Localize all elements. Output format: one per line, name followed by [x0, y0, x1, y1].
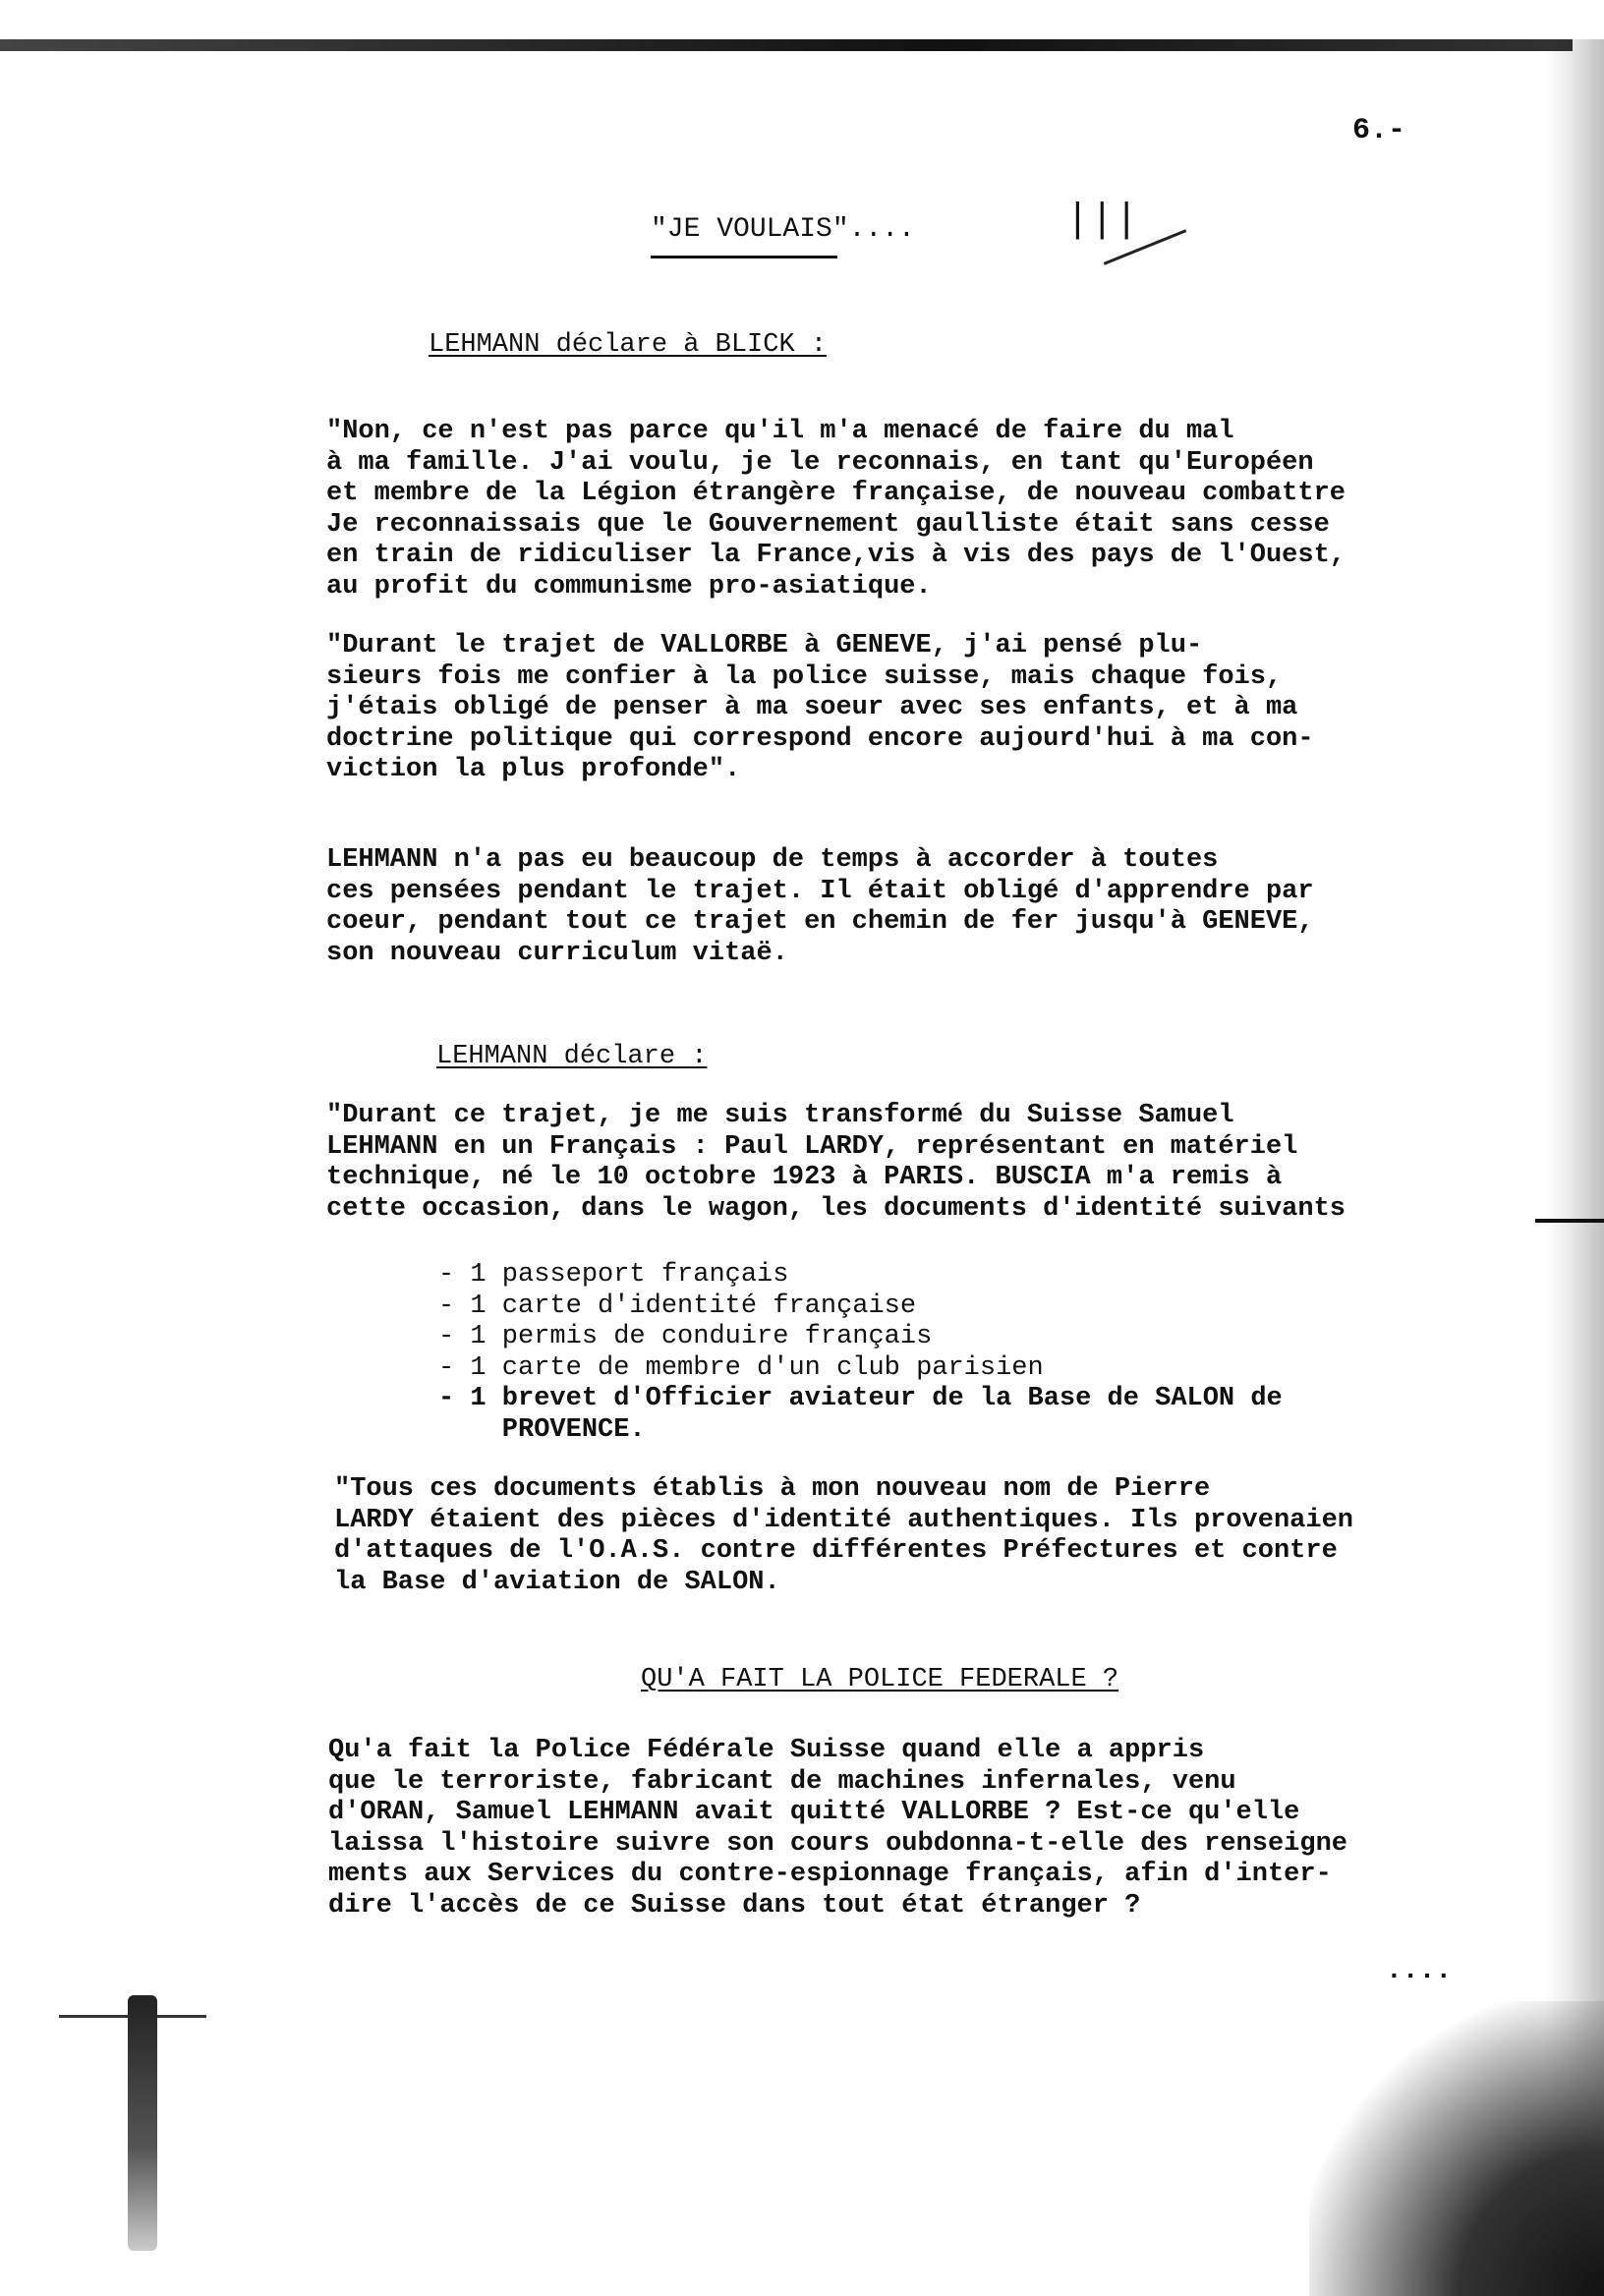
list-item: - 1 brevet d'Officier aviateur de la Base de SALON de PROVENCE.: [438, 1384, 1283, 1445]
list-item: - 1 passeport français: [438, 1260, 789, 1290]
continuation-dots: ....: [1386, 1956, 1453, 1986]
paragraph-quote-2: "Durant le trajet de VALLORBE à GENEVE, j'ai pensé plu- sieurs fois me confier à la police suisse, mais chaque fois, j'étais obligé de penser à ma soeur avec ses enfants, et à ma doctrine politique qui correspond encore aujourd'hui à ma con- viction la plus profonde".: [326, 631, 1314, 784]
page-title: "JE VOULAIS"....: [651, 214, 915, 245]
title-underline: [651, 256, 837, 258]
paragraph-quote-3: "Durant ce trajet, je me suis transformé du Suisse Samuel LEHMANN en un Français : Paul LARDY, représentant en matériel technique, né le 10 octobre 1923 à PARIS. BUSCIA m'a remis à cette occasion, dans le wagon, les documents d'identité suivants: [326, 1101, 1346, 1224]
scan-edge-top: [0, 39, 1573, 51]
paragraph-quote-4: "Tous ces documents établis à mon nouveau nom de Pierre LARDY étaient des pièces d'identité authentiques. Ils provenaien d'attaques de l'O.A.S. contre différentes Préfectures et contre la Base d'aviation de SALON.: [334, 1474, 1353, 1597]
list-item: - 1 carte d'identité française: [438, 1291, 917, 1321]
list-item: - 1 carte de membre d'un club parisien: [438, 1352, 1044, 1383]
section-heading-blick: LEHMANN déclare à BLICK :: [429, 330, 828, 360]
scan-mark-left: [128, 1995, 157, 2251]
section-heading-lehmann: LEHMANN déclare :: [436, 1042, 708, 1071]
handwritten-mark: | | |: [1071, 196, 1133, 239]
page-number: 6.-: [1352, 114, 1406, 147]
paragraph-question: Qu'a fait la Police Fédérale Suisse quand elle a appris que le terroriste, fabricant de machines infernales, venu d'ORAN, Samuel LEHMANN avait quitté VALLORBE ? Est-ce qu'elle laissa l'histoire suivre son cours oubdonna-t-elle des renseigne ments aux Services du contre-espionnage français, afin d'inter- dire l'accès de ce Suisse dans tout état étranger ?: [328, 1736, 1347, 1921]
scan-shadow-corner: [1309, 2001, 1604, 2296]
scan-shadow-right: [1545, 39, 1604, 2296]
scan-mark-right: [1535, 1219, 1604, 1223]
section-heading-police: QU'A FAIT LA POLICE FEDERALE ?: [641, 1665, 1119, 1694]
document-list: [438, 1260, 1283, 1446]
paragraph-narrative: LEHMANN n'a pas eu beaucoup de temps à accorder à toutes ces pensées pendant le trajet. Il était obligé d'apprendre par coeur, pendant tout ce trajet en chemin de fer jusqu'à GENEVE, son nouveau curriculum vitaë.: [326, 845, 1314, 968]
list-item: - 1 permis de conduire français: [438, 1322, 933, 1351]
paragraph-quote-1: "Non, ce n'est pas parce qu'il m'a menacé de faire du mal à ma famille. J'ai voulu, je le reconnais, en tant qu'Européen et membre de la Légion étrangère française, de nouveau combattre Je reconnaissais que le Gouvernement gaulliste était sans cesse en train de ridiculiser la France,vis à vis des pays de l'Ouest, au profit du communisme pro-asiatique.: [326, 417, 1346, 602]
